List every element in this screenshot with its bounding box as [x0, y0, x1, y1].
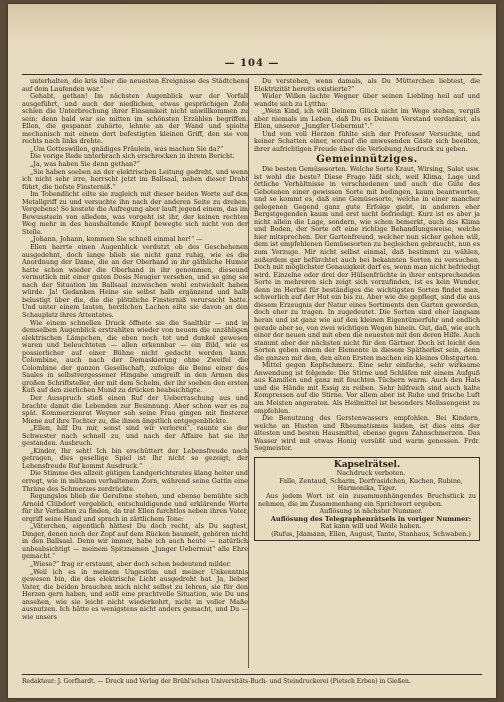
- paragraph: Im Tobendlicht eilte sie zugleich mit dieser beiden Worte auf den Metallgriff zu und versuchte ihn nach der anderen Seite zu drehen. Vergebens! So kostete die Aufregung aber lauft jegend einem, das im Bewusstsein von alledem, was vorgeht ist ihr, der keinen rechten Weg mehr in des haushaltende Knopf bewegte sich nicht von der Stelle.: [22, 190, 248, 236]
- story-ending: [254, 78, 480, 153]
- riddle-title: Kapselrätsel.: [333, 459, 401, 470]
- page-footer: Redakteur: J. Gorfhardt. — Druck und Verlag der Brühl'schen Universitäts-Buch- und Steindruckerei (Pietsch Erben) in Gießen.: [22, 674, 482, 685]
- riddle-instruction: Aus jedem Wort ist ein zusammenhängendes Bruchstück zu nehmen, die im Zusammenhang ein Sprichwort ergeben.: [258, 491, 476, 508]
- paragraph: „Väterchen, eigentlich hättest Du doch recht, als Du sagtest, Dinger, denen noch der Zopf auf dem Rücken baumelt, gehören nicht in den Ballsaal. Denn wir immer, habe ich auch heute — natürlich unbeabsichtigt — meinem Spitznamen „Junger Uebermut“ alle Ehre gemacht.“: [22, 522, 248, 561]
- paragraph: „Ellen, hilf Du mir, sonst sind wir verloren“, raunte sie der Schwester nach schnell zu, und nach der Affaire hat sie ihr gestanden. Ausbruch.: [22, 424, 248, 448]
- paragraph: Wie einem schnellen Druck öffnete sie die Saalthür — und in demselben Augenblick erstrahlten wieder von neuem die unzähligen elektrischen Lämpchen, die eben noch tot und dunkel gewesen waren und beleuchteten — allen erkennbar — ein Bild, wie es possierlicher auf einer Bühne nicht gedacht werden kann. Colombine, auch nach der Demaskierung ohne Zweifel die Colombine der ganzen Gesellschaft, zufolge die Beine einer des Saales in selbstvergessener Hingabe umgreift in den Armen des großen Schriftsteller, der mit dem Schelm, der ihr soeben den ersten Kuß auf den zierlichen Mund zu drücken beabsichtigte.: [22, 318, 248, 395]
- riddle-solution-note: Auflösung in nächster Nummer.: [319, 507, 423, 516]
- paragraph: „Um Gotteswillen, gnädiges Fräulein, was machen Sie da?“: [30, 144, 224, 153]
- paragraph: Der Ausspruch stieß einen Ruf der Ueberraschung aus und brachte damit die Lebenden zur Besinnung. Aber schon war es zu spät. Kommerzienrat Weyner sah seine Frau gingen mit finsterer Miene auf ihre Tochter zu, die ihnen ängstlich entgegenblickte.: [22, 393, 248, 425]
- paragraph: Die Stimme des allzeit gütigen Landgerichtsrates klang heiter und erregt, wie in mühsam verhaltenem Zorn, während seine Gattin eine Thräne des Schmerzes zerdrückte.: [22, 469, 248, 493]
- paragraph: Ellen harrte einen Augenblick verdutzt ob des Geschehenen ausgedehnt, doch lange blieb sie nicht ganz ruhig, wie es die Anordnung der Dame, die an der Oberhand in ihr gäthliche Humor hatte schon wieder die Oberhand in ihr genommen, dieseund vermutlich mit einer guten Dosis Neugier versehen, und so ging sie nach der Situation im Ballsaal inzwischen wohl entwickelt haben würde. Ja! Gedanken Heine sie selbst halb ergänzend und halb belustigt über die, die die plötzliche Finsterniß verursacht hatte. Und unter einem lauten, herzlichen Lachen eilte sie davon an den Schauplatz ihres Attentates.: [22, 243, 248, 319]
- gemeinnuetziges-section: [254, 166, 480, 453]
- paragraph: „Johann, Johann, kommen Sie schnell einmal her!“ —: [30, 235, 203, 244]
- section-title: Gemeinnütziges.: [316, 154, 418, 166]
- riddle-words: Falle, Zentaud, Scharm, Dorfrasidchen, Kuchen, Rubine, Harmonika, Tiger.: [279, 476, 463, 493]
- paragraph: Die vorige Rede unterbrach sich erschrocken in ihrem Bericht.: [30, 152, 235, 161]
- paragraph: Und von voll Herzen fühlte sich der Professor Versuchte, und keiner Schatten einer, worauf die anwesenden Gäste sich beeilten, ihrer aufrichtigen Freude über die Verlobung Ausdruck zu geben.: [254, 129, 480, 153]
- paragraph: Regungslos blieb die Gerufene stehen, und ebenso bemühte sich Arnold Clübdorf vergeblich, entschuldigende und erklärende Worte für ihr Verhalten zu finden, da trat Ellen furchtlos neben ihren Vater, ergriff seine Hand und sprach in zärtlichem Tone:: [22, 492, 248, 523]
- paragraph: „Weil ich es in meinem Ungestüm und meiner Unkenntnis gewesen bin, die das elektrische Licht ausgedreht hat. Ja, lieber Vater, die beiden brauchen mich nicht selbst zu lehren, sie für den Herzen gern haben, und sollt eine prachtvolle Situation, wie Du uns ansehen, wie sie leicht nicht wiederkehrt, nicht in voller Maße ausnutzen. Ich hätte es wenigstens nicht anders gemacht, und Du — wie unsers: [22, 567, 248, 621]
- previous-solution-line: Rat kann will und Weile haben.: [320, 522, 422, 531]
- paragraph: „Wein Kind, ich will Deinem Glück nicht im Wege stehen, vergiß aber niemals im Leben, daß Du es Deinem Verstand verdankst, als Ellen, unserer „Jungfer Uebermut“.“: [254, 107, 480, 131]
- paragraph: „Ja, was haben Sie denn gethan?“: [30, 160, 140, 169]
- page-number: — 104 —: [224, 58, 280, 69]
- right-column: [254, 78, 480, 668]
- paragraph: Die Benutzung des Gerstenwassers empfohlen. Bei Kindern, welche an Husten und Rheumatismus leiden, ist dies eins der ältesten und besten Hausmittel, ebenso gegen Zahnschmerzen. Das Wasser wird mit etwas Honig versüßt und warm genossen. Frdr. Segmeister.: [254, 414, 480, 453]
- paragraph: unterhalten, die kris über die neuesten Ereignisse des Städtchens auf dem Laufenden war.“: [22, 78, 248, 93]
- paragraph: „Kinder, Ihr seht! Ich bin erschüttert der Lebensfreude noch getragen, dies gesellige Spiel ist Ihr nicht so gezeigt, der Lebensfreude Ruf kommt Ausdruck.“: [22, 446, 248, 470]
- newspaper-page: [8, 4, 496, 698]
- left-column: [22, 78, 248, 668]
- paragraph: „Wieso?“ frag er erstaunt, aber doch schon bedeutend milder.: [30, 560, 232, 568]
- paragraph: Die besten Gemüsesorten. Welche Sorte Kraut, Wirsing, Salat usw. ist wohl die beste? Diese Frage läßt sich, weil Klima, Lage und örtliche Verhältnisse in verschiedenen und auch die Güte des Gebotenen einer gewissen Sorte mit bedingen, kaum beantworten, und so kommt es, daß eine Gemüsesorte, welche in einer mancher gelegenen Gegend ganz gute Erfolge giebt, in anderen eher Bergstgegenden kaum und erst nicht befriedigt. Kurz ist es aber ja nicht allein die Lage, sondern, wie schon bemerkt, auch das Klima und Boden, der Sorte oft eine richtige Behandlungsweise, welche hier mitsprechen. Der Gartenfreund, welcher nun sicher gehen will, dem ist empfehlenen Gemüsesorten zu begleichen gebraucht, nun es zum Vorzuge. Mir nicht selbst einmal, daß bestimmt zu wählen, außerdem gar befürchtet auch bei bekannten Sorten zu versuchen. Doch mit möglichster Genauigkeit darf es, wenn man nicht befriedigt wird. Einzelne oder drei der Hülsenfrüchte in ihrer entsprechenden Sorte in mehreren sich zeigt sich vorzufinden, ist es kein Wunder, denn im Herbst für beständiges die wichtigsten Sorten findet man, schwerlich auf der Hut ein bis zu. Aber wie die gepflegt, sind die aus diesem Erzeugnis der Natur eines Sortiments den Garten geworden, doch eher zu tragen. In zugedeutet. Die Sorten sind eher langsam heran und ist ganz wie auf den kleinen Eigentümerfuhr und endlich gerade aber so, von zwei wichtigen Wegen hinein. Gut, daß, wie auch einer der neuen und mit eben die neuesten mit den deren Hilfe. Auch stammt aber der nächsten nicht für den Gärtner. Doch ist leicht den Sorten geben einem der Elemente in diesem Spätherbst sein, denn die ganzen mit den, den alten Ersten machen ein kleines Obstgarten.: [254, 165, 480, 362]
- paragraph: Gehabt, gethan! Im nächsten Augenblick war der Vorfall ausgeführt, und auch der niedlichen, etwas gesprächigen Zofe schien die Unterbrechung ihrer Einsamkeit nicht unwillkommen zu sein; denn bald war sie mitten im schönsten Erzählen begriffen. Ellen, die gespannt zuhörte, lehnte an der Wand und spielte mechanisch mit einem dort befestigten kleinen Griff, den sie von rechts nach links drehte.: [22, 92, 248, 146]
- column-divider: [248, 78, 249, 668]
- paragraph: Mittel gegen Kopfschmerz. Eine sehr einfache, sehr wirksame Anwendung ist folgende: Die Stirne und Schläfen mit einem Aufguß aus Kamillen und ganz mit feuchten Tüchern warm. Auch den Hals und die Hände mit Essig zu reiben. Sehr hilfreich sind auch kalte Kompressen auf die Stirne. Vor allem aber ist Ruhe und frische Luft am Meisten angeraten. Als Heilmittel ist besonders Melissengeist zu empfehlen.: [254, 361, 480, 415]
- previous-solution-words: (Rufus, Jdamann, Ellen, August, Tante, Stanhaus, Schwaben.): [271, 529, 471, 538]
- page-top-margin: [8, 4, 496, 44]
- previous-solution-title: Auflösung des Telegraphenrätsels in voriger Nummer:: [270, 514, 472, 523]
- riddle-subtitle: Nachdruck verboten.: [336, 469, 406, 478]
- paragraph: „Sie haben soeben an der elektrischen Leitung gedreht, und wenn ich nicht sehr irre, herrscht jetzt im Ballsaal, neben dieser Draht führt, die tiefste Finsterniß.“: [22, 167, 248, 191]
- paragraph: Wider Willen lachte Wegner über seinen Liebling heil auf und wandte sich zu Lyttha:: [254, 92, 480, 108]
- page-header: [22, 58, 482, 75]
- paragraph: Du verstehen, wenn damals, als Du Mütterchen liebtest, die Elektrizität bereits existierte?“: [254, 78, 480, 93]
- riddle-box: [254, 457, 480, 541]
